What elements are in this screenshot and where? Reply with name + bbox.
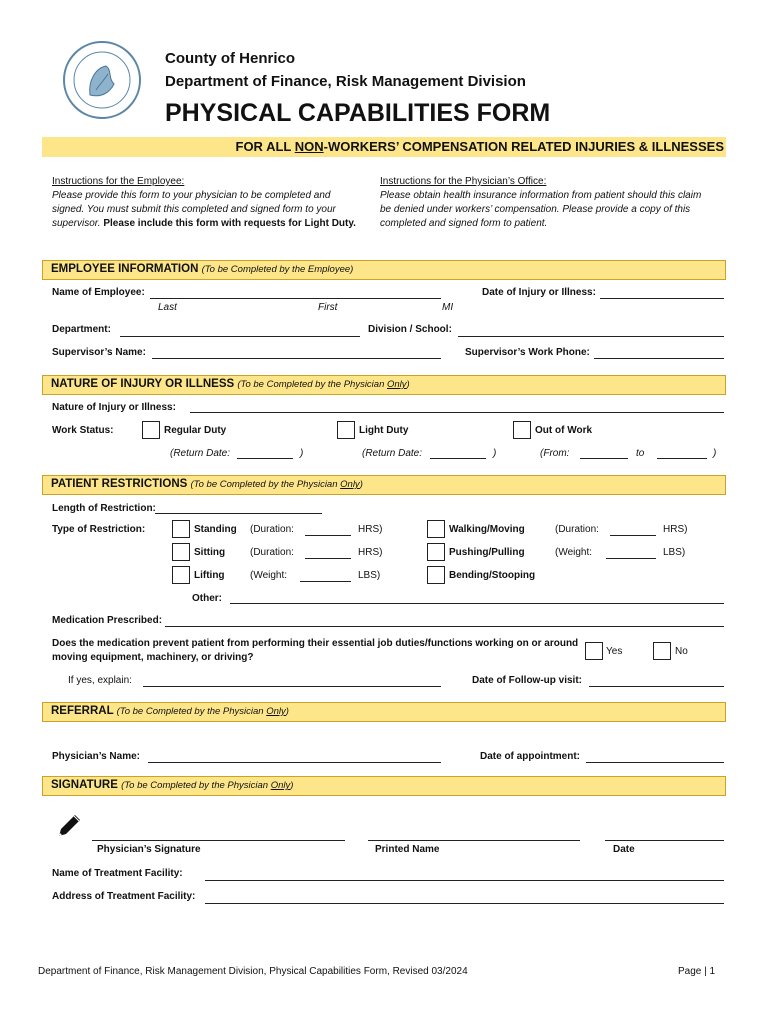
section-note-end: ): [285, 706, 289, 717]
walking-duration-label: (Duration:: [555, 524, 599, 535]
from-label: (From:: [540, 448, 570, 459]
section-note: (To be Completed by the Physician: [121, 780, 271, 791]
employee-name-label: Name of Employee:: [52, 287, 145, 298]
return-date2-label: (Return Date:: [362, 448, 423, 459]
facility-name-label: Name of Treatment Facility:: [52, 868, 183, 879]
to-label: to: [636, 448, 645, 459]
regular-duty-checkbox[interactable]: [142, 421, 160, 439]
mi-caption: MI: [442, 302, 454, 313]
medication-question-l1: Does the medication prevent patient from performing their essential job duties/functions working on or around: [52, 638, 579, 649]
light-duty-checkbox[interactable]: [337, 421, 355, 439]
section-nature-of-injury: [42, 375, 726, 395]
appointment-label: Date of appointment:: [480, 751, 580, 762]
department-name: Department of Finance, Risk Management Division: [165, 73, 526, 90]
page-number: Page | 1: [678, 966, 716, 977]
supervisor-phone-field[interactable]: [594, 358, 724, 359]
medication-question-l2: moving equipment, machinery, or driving?: [52, 652, 254, 663]
section-note: (To be Completed by the Employee): [201, 264, 354, 275]
work-status-label: Work Status:: [52, 425, 114, 436]
supervisor-name-label: Supervisor’s Name:: [52, 347, 146, 358]
section-employee-information: [42, 260, 726, 280]
sitting-duration-label: (Duration:: [250, 547, 294, 558]
banner-post: -WORKERS’ COMPENSATION RELATED INJURIES & ILLNESSES: [323, 139, 724, 154]
supervisor-phone-label: Supervisor’s Work Phone:: [465, 347, 590, 358]
county-seal: [62, 40, 142, 120]
section-note-only: Only: [266, 706, 286, 717]
employee-name-field[interactable]: [150, 298, 441, 299]
no-checkbox[interactable]: [653, 642, 671, 660]
physician-instructions-l3: completed and signed form to patient.: [380, 218, 548, 229]
walking-hrs: HRS): [663, 524, 688, 535]
first-caption: First: [318, 302, 338, 313]
department-label: Department:: [52, 324, 111, 335]
pushing-checkbox[interactable]: [427, 543, 445, 561]
bending-checkbox[interactable]: [427, 566, 445, 584]
printed-name-label: Printed Name: [375, 844, 440, 855]
physician-instructions-l1: Please obtain health insurance information from patient should this claim: [380, 190, 702, 201]
section-signature: [42, 776, 726, 796]
footer-text: Department of Finance, Risk Management Division, Physical Capabilities Form, Revised 03/2024: [38, 966, 468, 977]
signature-date-label: Date: [613, 844, 635, 855]
supervisor-name-field[interactable]: [152, 358, 441, 359]
nature-field[interactable]: [190, 412, 724, 413]
employee-instructions-l3: [52, 218, 356, 229]
banner-pre: FOR ALL: [235, 139, 295, 154]
employee-instructions-title: Instructions for the Employee:: [52, 176, 185, 187]
banner-underlined: NON: [294, 139, 324, 154]
sitting-hrs: HRS): [358, 547, 383, 558]
yes-checkbox[interactable]: [585, 642, 603, 660]
followup-label: Date of Follow-up visit:: [472, 675, 582, 686]
physician-name-label: Physician’s Name:: [52, 751, 141, 762]
sitting-checkbox[interactable]: [172, 543, 190, 561]
section-title: NATURE OF INJURY OR ILLNESS: [51, 378, 235, 390]
lifting-label: Lifting: [194, 570, 225, 581]
bending-label: Bending/Stooping: [449, 570, 536, 581]
walking-duration-field[interactable]: [610, 535, 656, 536]
physician-signature-field[interactable]: [92, 840, 345, 841]
type-label: Type of Restriction:: [52, 524, 146, 535]
section-patient-restrictions: [42, 475, 726, 495]
explain-field[interactable]: [143, 686, 441, 687]
other-label: Other:: [192, 593, 222, 604]
section-title: PATIENT RESTRICTIONS: [51, 478, 188, 490]
return-date2-close: ): [493, 448, 497, 459]
length-field[interactable]: [155, 513, 322, 514]
lifting-checkbox[interactable]: [172, 566, 190, 584]
section-note-end: ): [290, 780, 294, 791]
section-note-end: ): [406, 379, 410, 390]
light-duty-label: Light Duty: [359, 425, 409, 436]
section-note: (To be Completed by the Physician: [190, 479, 341, 490]
section-note: (To be Completed by the Physician: [116, 706, 267, 717]
explain-label: If yes, explain:: [68, 675, 132, 686]
pen-icon: [55, 810, 85, 840]
division-field[interactable]: [458, 336, 724, 337]
section-note-only: Only: [340, 479, 360, 490]
no-label: No: [675, 646, 688, 657]
section-title: REFERRAL: [51, 705, 114, 717]
to-field[interactable]: [657, 458, 707, 459]
nature-label: Nature of Injury or Illness:: [52, 402, 176, 413]
pushing-weight-field[interactable]: [606, 558, 656, 559]
pushing-weight-label: (Weight:: [555, 547, 593, 558]
standing-duration-label: (Duration:: [250, 524, 294, 535]
out-of-work-label: Out of Work: [535, 425, 593, 436]
return-date-close: ): [300, 448, 304, 459]
section-note-only: Only: [387, 379, 407, 390]
physician-name-field[interactable]: [148, 762, 441, 763]
section-note-only: Only: [270, 780, 291, 791]
to-close: ): [713, 448, 717, 459]
walking-checkbox[interactable]: [427, 520, 445, 538]
department-field[interactable]: [120, 336, 360, 337]
printed-name-field[interactable]: [368, 840, 580, 841]
appointment-field[interactable]: [586, 762, 724, 763]
sitting-duration-field[interactable]: [305, 558, 351, 559]
return-date-field[interactable]: [237, 458, 293, 459]
length-label: Length of Restriction:: [52, 503, 156, 514]
standing-label: Standing: [194, 524, 237, 535]
regular-duty-label: Regular Duty: [164, 425, 227, 436]
section-title: EMPLOYEE INFORMATION: [51, 263, 199, 275]
section-note: (To be Completed by the Physician: [237, 379, 387, 390]
lifting-weight-label: (Weight:: [250, 570, 288, 581]
last-caption: Last: [158, 302, 177, 313]
section-title: SIGNATURE: [51, 779, 118, 791]
physician-signature-label: Physician’s Signature: [97, 844, 201, 855]
section-note-end: ): [359, 479, 363, 490]
facility-address-field[interactable]: [205, 903, 724, 904]
facility-name-field[interactable]: [205, 880, 724, 881]
from-field[interactable]: [580, 458, 628, 459]
standing-hrs: HRS): [358, 524, 383, 535]
physician-instructions-title: Instructions for the Physician’s Office:: [380, 176, 547, 187]
medication-field[interactable]: [165, 626, 724, 627]
walking-label: Walking/Moving: [449, 524, 525, 535]
standing-checkbox[interactable]: [172, 520, 190, 538]
employee-instructions-l1: Please provide this form to your physician to be completed and: [52, 190, 331, 201]
division-label: Division / School:: [368, 324, 452, 335]
date-of-injury-label: Date of Injury or Illness:: [482, 287, 596, 298]
county-name: County of Henrico: [165, 50, 295, 67]
section-referral: [42, 702, 726, 722]
banner: [42, 137, 726, 157]
return-date2-field[interactable]: [430, 458, 486, 459]
sitting-label: Sitting: [194, 547, 226, 558]
out-of-work-checkbox[interactable]: [513, 421, 531, 439]
date-of-injury-field[interactable]: [600, 298, 724, 299]
facility-address-label: Address of Treatment Facility:: [52, 891, 196, 902]
yes-label: Yes: [606, 646, 623, 657]
employee-instructions-l3a: supervisor.: [52, 218, 104, 229]
signature-date-field[interactable]: [605, 840, 724, 841]
employee-instructions-l3b: Please include this form with requests for Light Duty.: [103, 218, 356, 229]
standing-duration-field[interactable]: [305, 535, 351, 536]
lifting-lbs: LBS): [358, 570, 381, 581]
employee-instructions-l2: signed. You must submit this completed and signed form to your: [52, 204, 336, 215]
form-title: PHYSICAL CAPABILITIES FORM: [165, 99, 551, 127]
other-field[interactable]: [230, 603, 724, 604]
pushing-lbs: LBS): [663, 547, 686, 558]
followup-field[interactable]: [589, 686, 724, 687]
physician-instructions-l2: be denied under workers’ compensation. Please provide a copy of this: [380, 204, 691, 215]
return-date-label: (Return Date:: [170, 448, 231, 459]
medication-label: Medication Prescribed:: [52, 615, 163, 626]
pushing-label: Pushing/Pulling: [449, 547, 525, 558]
lifting-weight-field[interactable]: [300, 581, 351, 582]
